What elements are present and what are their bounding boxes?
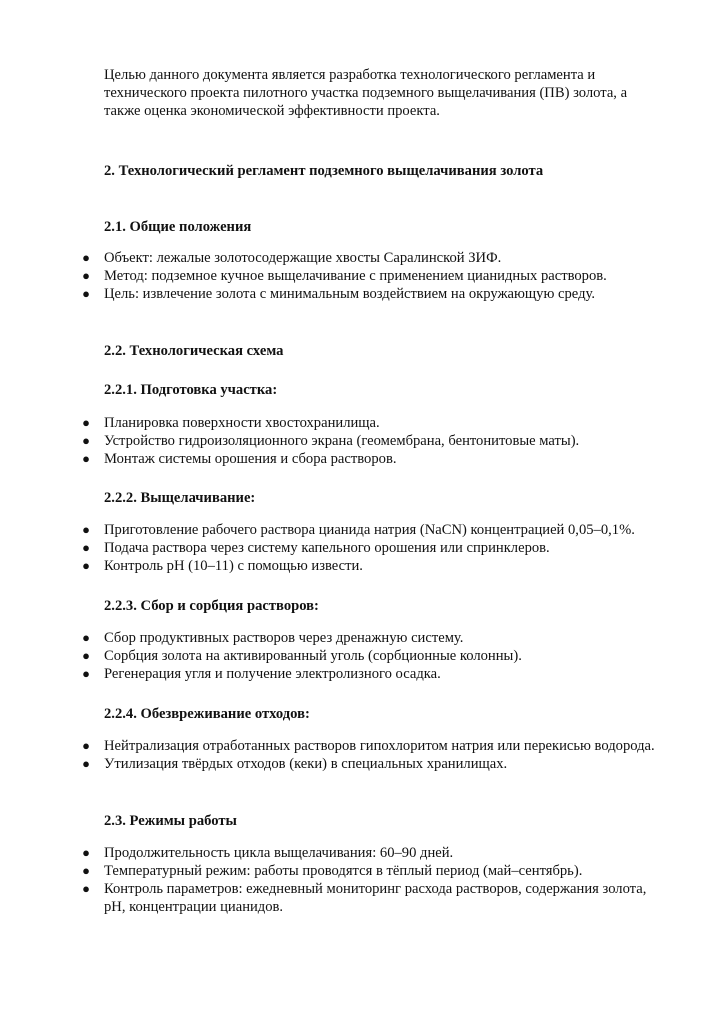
section-2-2-4-heading: 2.2.4. Обезвреживание отходов: xyxy=(104,706,310,722)
bullet-icon: ● xyxy=(82,451,90,466)
intro-paragraph: Целью данного документа является разработка технологического регламента и технического проекта пилотного участка подземного выщелачивания (ПВ) золота, а также оценка экономической эффективности проекта. xyxy=(104,67,628,119)
section-2-2-1-list xyxy=(0,414,700,468)
section-2-heading: 2. Технологический регламент подземного выщелачивания золота xyxy=(104,163,544,179)
bullet-icon: ● xyxy=(82,738,90,753)
bullet-icon: ● xyxy=(82,415,90,430)
bullet-icon: ● xyxy=(82,286,90,301)
bullet-icon: ● xyxy=(82,863,90,878)
section-2-3-heading: 2.3. Режимы работы xyxy=(104,813,237,829)
bullet-icon: ● xyxy=(82,558,90,573)
bullet-icon: ● xyxy=(82,268,90,283)
list-item: ● Метод: подземное кучное выщелачивание с применением цианидных растворов. xyxy=(0,267,700,285)
bullet-icon: ● xyxy=(82,433,90,448)
bullet-icon: ● xyxy=(82,666,90,681)
section-2-2-4-list xyxy=(0,737,700,773)
section-2-1-list xyxy=(0,249,700,303)
list-item: ● Продолжительность цикла выщелачивания: 60–90 дней. xyxy=(0,844,700,862)
section-2-2-3-list xyxy=(0,629,700,683)
list-item: ● Нейтрализация отработанных растворов гипохлоритом натрия или перекисью водорода. xyxy=(0,737,700,755)
section-2-3-list xyxy=(0,844,700,916)
list-item: ● Контроль параметров: ежедневный мониторинг расхода растворов, содержания золота, pH, концентрации цианидов. xyxy=(0,880,664,916)
section-2-2-2-heading: 2.2.2. Выщелачивание: xyxy=(104,490,256,506)
section-2-2-2-list xyxy=(0,521,700,575)
list-item: ● Приготовление рабочего раствора цианида натрия (NaCN) концентрацией 0,05–0,1%. xyxy=(0,521,700,539)
list-item: ● Объект: лежалые золотосодержащие хвосты Саралинской ЗИФ. xyxy=(0,249,700,267)
bullet-icon: ● xyxy=(82,845,90,860)
list-item: ● Сорбция золота на активированный уголь (сорбционные колонны). xyxy=(0,647,700,665)
list-item: ● Планировка поверхности хвостохранилища. xyxy=(0,414,700,432)
list-item: ● Сбор продуктивных растворов через дренажную систему. xyxy=(0,629,700,647)
bullet-icon: ● xyxy=(82,756,90,771)
list-item: ● Цель: извлечение золота с минимальным воздействием на окружающую среду. xyxy=(0,285,700,303)
list-item: ● Подача раствора через систему капельного орошения или спринклеров. xyxy=(0,539,700,557)
section-2-2-1-heading: 2.2.1. Подготовка участка: xyxy=(104,382,278,398)
list-item: ● Регенерация угля и получение электролизного осадка. xyxy=(0,665,700,683)
bullet-icon: ● xyxy=(82,540,90,555)
bullet-icon: ● xyxy=(82,630,90,645)
bullet-icon: ● xyxy=(82,881,90,896)
section-2-1-heading: 2.1. Общие положения xyxy=(104,219,252,235)
section-2-2-heading: 2.2. Технологическая схема xyxy=(104,343,284,359)
section-2-2-3-heading: 2.2.3. Сбор и сорбция растворов: xyxy=(104,598,319,614)
list-item: ● Утилизация твёрдых отходов (кеки) в специальных хранилищах. xyxy=(0,755,700,773)
list-item: ● Устройство гидроизоляционного экрана (геомембрана, бентонитовые маты). xyxy=(0,432,700,450)
list-item: ● Температурный режим: работы проводятся в тёплый период (май–сентябрь). xyxy=(0,862,700,880)
bullet-icon: ● xyxy=(82,522,90,537)
bullet-icon: ● xyxy=(82,250,90,265)
list-item: ● Контроль pH (10–11) с помощью извести. xyxy=(0,557,700,575)
bullet-icon: ● xyxy=(82,648,90,663)
list-item: ● Монтаж системы орошения и сбора растворов. xyxy=(0,450,700,468)
